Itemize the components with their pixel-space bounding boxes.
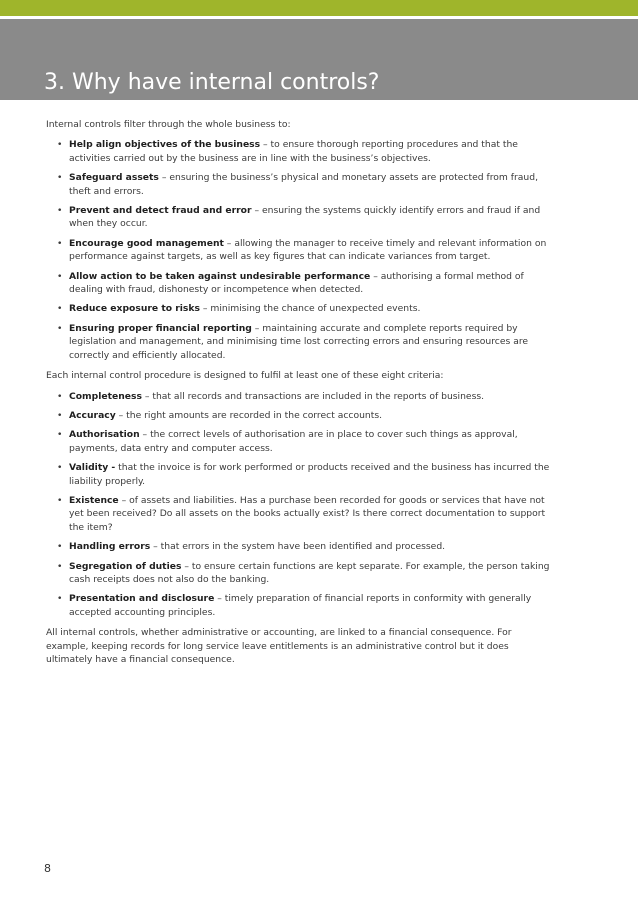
list-item-term: Handling errors	[69, 541, 151, 553]
bullet: •	[57, 172, 63, 184]
list-item-text: – timely preparation of financial reports in conformity with generally accepted accounting principles.	[69, 593, 532, 618]
list-item-term: Existence	[69, 494, 119, 506]
bullet: •	[57, 270, 63, 282]
list-item-term: Validity -	[69, 462, 116, 474]
bullet: •	[57, 560, 63, 572]
list-item	[46, 204, 552, 231]
list-item-text: – maintaining accurate and complete reports required by legislation and management, and minimising time lost correcting errors and ensuring resources are correctly and efficiently allocated.	[69, 322, 529, 361]
list-item-text: – of assets and liabilities. Has a purchase been recorded for goods or services that have not yet been received? Do all assets on the books actually exist? Is there correct documentation to support the item?	[69, 494, 546, 533]
list-item	[46, 138, 552, 165]
list-item	[46, 237, 552, 264]
list-item-term: Presentation and disclosure	[69, 593, 215, 605]
list-item	[46, 322, 552, 362]
list-item-term: Allow action to be taken against undesirable performance	[69, 270, 371, 282]
bullet: •	[57, 462, 63, 474]
list-item-text: – allowing the manager to receive timely and relevant information on performance against targets, as well as key figures that can indicate variances from target.	[69, 237, 547, 263]
objectives-list	[46, 138, 552, 362]
bullet: •	[57, 139, 63, 151]
intro-paragraph: Internal controls filter through the whole business to:	[46, 119, 291, 130]
list-item	[46, 409, 552, 422]
list-item-term: Reduce exposure to risks	[69, 303, 200, 315]
list-item-term: Accuracy	[69, 409, 116, 421]
list-item-term: Authorisation	[69, 429, 140, 441]
list-item-term: Segregation of duties	[69, 560, 182, 572]
list-item-text: – to ensure thorough reporting procedures and that the activities carried out by the business are in line with the business’s objectives.	[69, 139, 518, 164]
list-item-text: – that errors in the system have been identified and processed.	[150, 541, 446, 553]
list-item-text: – to ensure certain functions are kept separate. For example, the person taking cash receipts does not also do the banking.	[69, 560, 550, 585]
page-number: 8	[44, 862, 51, 875]
list-item-term: Ensuring proper financial reporting	[69, 322, 252, 334]
bullet: •	[57, 322, 63, 334]
list-item	[46, 390, 552, 403]
list-item-text: – ensuring the systems quickly identify errors and fraud if and when they occur.	[69, 205, 541, 230]
list-item-text: – the correct levels of authorisation are in place to cover such things as approval, payments, data entry and computer access.	[69, 429, 518, 454]
list-item	[46, 171, 552, 198]
list-item-term: Prevent and detect fraud and error	[69, 205, 252, 217]
accent-top-bar	[0, 0, 638, 16]
list-item	[46, 560, 552, 587]
bullet: •	[57, 409, 63, 421]
list-item-term: Safeguard assets	[69, 172, 159, 184]
list-item	[46, 461, 552, 488]
list-item-text: – minimising the chance of unexpected events.	[199, 303, 421, 315]
bullet: •	[57, 303, 63, 315]
list-item-term: Help align objectives of the business	[69, 139, 261, 151]
list-item	[46, 428, 552, 455]
list-item-text: – ensuring the business’s physical and monetary assets are protected from fraud, theft and errors.	[69, 172, 539, 197]
bullet: •	[57, 237, 63, 249]
list-item	[46, 540, 552, 553]
list-item	[46, 494, 552, 534]
list-item	[46, 270, 552, 297]
bullet: •	[57, 593, 63, 605]
criteria-intro-paragraph: Each internal control procedure is designed to fulfil at least one of these eight criteria:	[46, 370, 444, 382]
page-content	[46, 118, 552, 673]
bullet: •	[57, 494, 63, 506]
bullet: •	[57, 541, 63, 553]
page-title: 3. Why have internal controls?	[44, 70, 380, 95]
list-item-text: – authorising a formal method of dealing with fraud, dishonesty or incompetence when detected.	[69, 270, 524, 296]
list-item-text: – that all records and transactions are included in the reports of business.	[141, 390, 485, 402]
list-item-term: Completeness	[69, 390, 142, 402]
criteria-list	[46, 390, 552, 620]
list-item-term: Encourage good management	[69, 237, 224, 249]
bullet: •	[57, 205, 63, 217]
list-item	[46, 592, 552, 619]
bullet: •	[57, 429, 63, 441]
list-item	[46, 302, 552, 315]
list-item-text: that the invoice is for work performed or products received and the business has incurred the liability properly.	[69, 462, 550, 487]
closing-paragraph: All internal controls, whether administrative or accounting, are linked to a financial consequence. For example, keeping records for long service leave entitlements is an administrative control but it does ultimately have a financial consequence.	[46, 627, 512, 665]
bullet: •	[57, 390, 63, 402]
list-item-text: – the right amounts are recorded in the correct accounts.	[115, 409, 383, 421]
